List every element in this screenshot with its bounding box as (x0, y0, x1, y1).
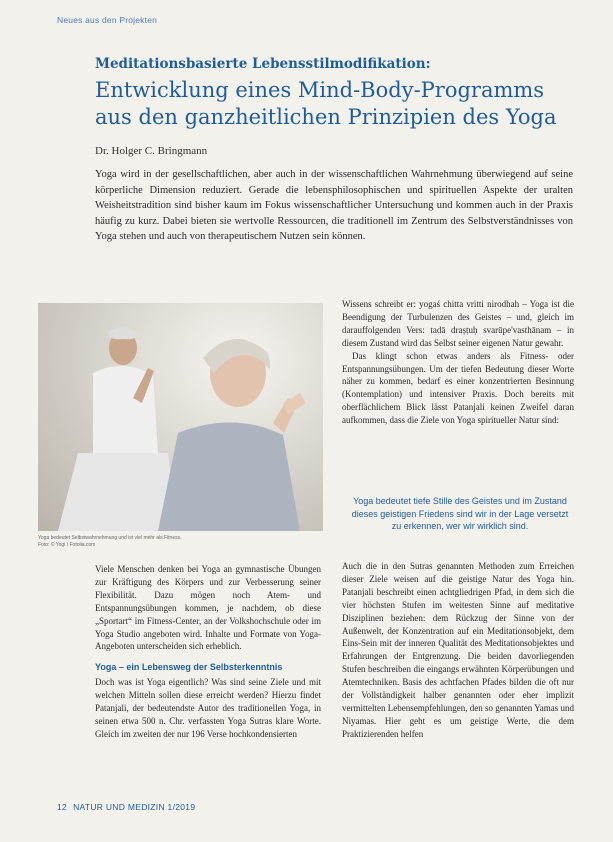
publication-name: NATUR UND MEDIZIN 1/2019 (73, 802, 196, 812)
headline-line-2: aus den ganzheitlichen Prinzipien des Yoga (95, 105, 557, 129)
page-number: 12 (57, 802, 68, 812)
article-lead: Yoga wird in der gesellschaftlichen, aber auch in der wissenschaftlichen Wahrnehmung überwiegend auf seine körperliche Dimension reduziert. Gerade die lebensphilosophischen und spirituellen Aspekte der uralten Weisheitstradition sind bisher kaum im Fokus wissenschaftlicher Untersuchung und kommen auch in der Praxis häufig zu kurz. Dabei bieten sie wertvolle Ressourcen, die traditionell im Zentrum des Selbstverständnisses von Yoga stehen und auch von therapeutischem Nutzen sein können. (95, 169, 573, 242)
article-kicker: Meditationsbasierte Lebensstilmodifikation: (95, 56, 431, 72)
photo-caption-text: Yoga bedeutet Selbstwahrnehmung und ist viel mehr als Fitness. (38, 535, 182, 541)
headline-line-1: Entwicklung eines Mind-Body-Programms (95, 78, 545, 102)
section-subhead: Yoga – ein Lebensweg der Selbsterkenntnis (95, 662, 283, 673)
section-label: Neues aus den Projekten (57, 15, 158, 25)
article-headline (95, 77, 575, 131)
left-paragraph-1: Viele Menschen denken bei Yoga an gymnastische Übungen zur Kräftigung des Körpers und zur Verbesserung seiner Flexibilität. Dazu mögen noch Atem- und Entspannungsübungen kommen, je nachdem, ob diese „Sportart“ im Fitness-Center, an der Volkshochschule oder im Yoga Studio angeboten wird. Inhalte und Formate von Yoga-Angeboten unterscheiden sich erheblich. (95, 564, 321, 652)
left-paragraph-2: Doch was ist Yoga eigentlich? Was sind seine Ziele und mit welchen Mitteln sollen diese erreicht werden? Hierzu findet Patanjali, der bedeutendste Autor des traditionellen Yoga, in seinen etwa 500 n. Chr. verfassten Yoga Sutras klare Worte. Gleich im zweiten der nur 196 Verse hochkondensierten (95, 677, 321, 739)
photo-caption (38, 535, 323, 549)
photo-credit: Foto: © Yogi / Fotolia.com (38, 542, 96, 548)
right-paragraph-3: Auch die in den Sutras genannten Methoden zum Erreichen dieser Ziele weisen auf die geistige Natur des Yoga hin. Patanjali beschreibt einen achtgliedrigen Pfad, in dem sich die vier höchsten Stufen im weitesten Sinne auf meditative Disziplinen beziehen: dem Rückzug der Sinne von der Außenwelt, der Konzentration auf ein Meditationsobjekt, dem Eins-Sein mit der inneren Qualität des Meditationsobjektes und Erfahrungen der Entgrenzung. Die beiden davorliegenden Stufen beschreiben die eingangs erwähnten Körperübungen und Atemtechniken. Basis des achtfachen Pfades bilden die oft nur der Vollständigkeit halber genannten oder eher implizit vermittelten Lebensempfehlungen, den so genannten Yamas und Niyamas. Hier geht es um geistige Werte, die dem Praktizierenden helfen (342, 561, 574, 739)
right-paragraph-1: Wissens schreibt er: yogaś chitta vritti nirodhah – Yoga ist die Beendigung der Turbulenzen des Geistes – und, gleich im darauffolgenden Vers: tadā draṣṭuḥ svarūpe'vasthānam – in diesem Zustand wird das Selbst seiner eigenen Natur gewahr. (342, 299, 574, 348)
page-footer (57, 802, 195, 812)
right-column-top (342, 298, 574, 427)
yoga-photo-illustration (38, 303, 323, 531)
article-photo (38, 303, 323, 531)
pull-quote: Yoga bedeutet tiefe Stille des Geistes und im Zustand dieses geistigen Friedens sind wir in der Lage versetzt zu erkennen, wer wir wirklich sind. (351, 496, 569, 531)
right-paragraph-2: Das klingt schon etwas anders als Fitness- oder Entspannungsübungen. Um der tiefen Bedeutung dieser Worte näher zu kommen, bedarf es einer konzentrierten Besinnung (Kontemplation) und intensiver Praxis. Doch bereits mit oberflächlichem Blick lässt Patanjali keinen Zweifel daran aufkommen, dass die Ziele von Yoga spiritueller Natur sind: (342, 350, 574, 426)
article-author: Dr. Holger C. Bringmann (95, 145, 208, 157)
right-column-bottom (342, 560, 574, 741)
left-column (95, 563, 321, 741)
